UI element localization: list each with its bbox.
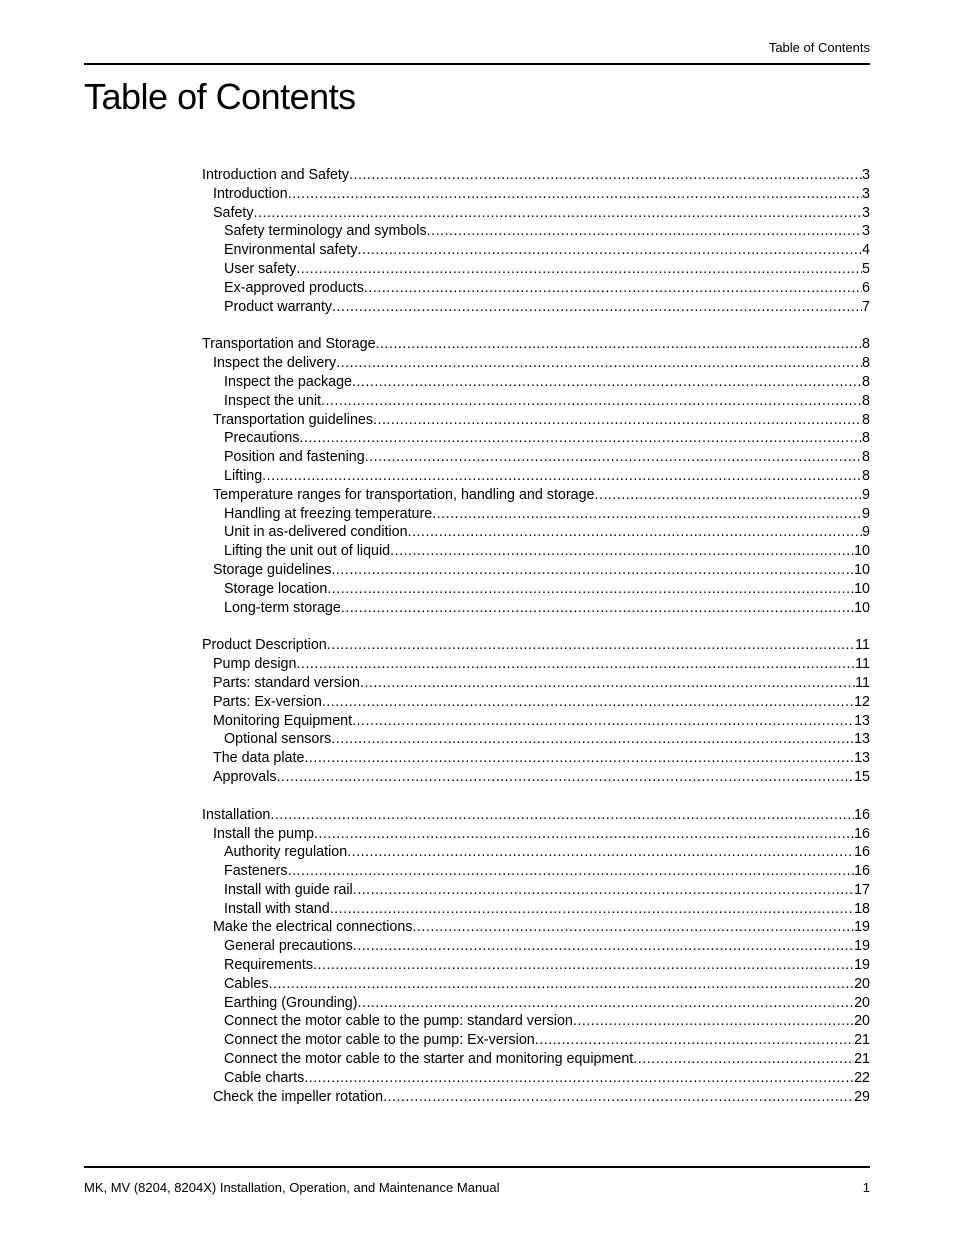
page-title: Table of Contents	[84, 76, 356, 117]
toc-entry[interactable]	[202, 542, 870, 561]
toc-entry-page: 10	[854, 561, 870, 578]
toc-entry[interactable]	[202, 712, 870, 731]
toc-entry-label: Connect the motor cable to the pump: Ex-version	[224, 1032, 535, 1049]
toc-entry-page: 8	[862, 411, 870, 428]
toc-entry[interactable]	[202, 937, 870, 956]
dot-leader	[336, 354, 862, 373]
dot-leader	[288, 185, 862, 204]
toc-entry-label: Optional sensors	[224, 731, 332, 748]
toc-entry-page: 20	[854, 975, 870, 992]
dot-leader	[349, 166, 862, 185]
toc-entry[interactable]	[202, 411, 870, 430]
toc-entry[interactable]	[202, 749, 870, 768]
toc-entry-label: Product Description	[202, 637, 327, 654]
toc-chapter-entry[interactable]	[202, 636, 870, 655]
table-of-contents	[202, 166, 870, 1125]
toc-entry-page: 16	[854, 844, 870, 861]
toc-entry[interactable]	[202, 843, 870, 862]
toc-entry-page: 19	[854, 938, 870, 955]
toc-entry-label: Parts: standard version	[213, 674, 361, 691]
toc-entry-page: 16	[854, 863, 870, 880]
toc-entry-page: 19	[854, 919, 870, 936]
toc-entry-page: 13	[854, 750, 870, 767]
toc-entry-label: Cable charts	[224, 1069, 305, 1086]
dot-leader	[358, 241, 863, 260]
toc-entry-page: 29	[854, 1088, 870, 1105]
dot-leader	[296, 260, 862, 279]
toc-entry-page: 8	[862, 430, 870, 447]
toc-entry-label: Position and fastening	[224, 449, 365, 466]
toc-entry-page: 6	[862, 279, 870, 296]
toc-entry-label: Lifting the unit out of liquid	[224, 543, 391, 560]
dot-leader	[352, 373, 862, 392]
toc-entry-label: Inspect the package	[224, 373, 352, 390]
toc-entry-label: Storage location	[224, 580, 328, 597]
toc-section	[202, 806, 870, 1107]
dot-leader	[358, 994, 855, 1013]
toc-entry-page: 16	[854, 806, 870, 823]
dot-leader	[353, 881, 854, 900]
toc-entry-label: Ex-approved products	[224, 279, 364, 296]
toc-entry[interactable]	[202, 862, 870, 881]
toc-entry[interactable]	[202, 523, 870, 542]
toc-entry-page: 9	[862, 524, 870, 541]
dot-leader	[376, 335, 863, 354]
toc-entry[interactable]	[202, 599, 870, 618]
toc-entry-page: 8	[862, 373, 870, 390]
footer-page-number: 1	[862, 1180, 870, 1195]
toc-entry-label: The data plate	[213, 750, 305, 767]
dot-leader	[373, 411, 862, 430]
toc-chapter-entry[interactable]	[202, 806, 870, 825]
toc-entry[interactable]	[202, 693, 870, 712]
toc-entry-label: Inspect the unit	[224, 392, 321, 409]
toc-entry-label: Connect the motor cable to the pump: standard version	[224, 1013, 573, 1030]
toc-entry-label: Handling at freezing temperature	[224, 505, 433, 522]
toc-entry-label: Introduction	[213, 185, 288, 202]
toc-entry-page: 19	[854, 957, 870, 974]
toc-entry-page: 8	[862, 355, 870, 372]
toc-entry-page: 8	[862, 467, 870, 484]
toc-entry-label: Check the impeller rotation	[213, 1088, 384, 1105]
toc-entry-page: 10	[854, 580, 870, 597]
toc-entry-label: Long-term storage	[224, 599, 341, 616]
toc-entry[interactable]	[202, 768, 870, 787]
dot-leader	[304, 749, 854, 768]
toc-entry-label: Install the pump	[213, 825, 314, 842]
toc-section	[202, 636, 870, 786]
toc-entry-page: 15	[854, 768, 870, 785]
toc-entry[interactable]	[202, 561, 870, 580]
toc-entry-page: 21	[854, 1032, 870, 1049]
toc-chapter-entry[interactable]	[202, 335, 870, 354]
toc-entry[interactable]	[202, 1069, 870, 1088]
toc-entry-label: Product warranty	[224, 298, 333, 315]
toc-entry-page: 11	[855, 637, 870, 654]
toc-entry[interactable]	[202, 222, 870, 241]
toc-entry-label: Unit in as-delivered condition	[224, 524, 408, 541]
toc-entry[interactable]	[202, 354, 870, 373]
toc-entry-page: 22	[854, 1069, 870, 1086]
toc-chapter-entry[interactable]	[202, 166, 870, 185]
dot-leader	[321, 392, 862, 411]
toc-entry[interactable]	[202, 956, 870, 975]
toc-entry-label: Connect the motor cable to the starter and monitoring equipment	[224, 1051, 634, 1068]
toc-entry-page: 20	[854, 994, 870, 1011]
toc-entry-page: 3	[862, 223, 870, 240]
toc-entry-label: Transportation and Storage	[202, 336, 376, 353]
toc-entry[interactable]	[202, 975, 870, 994]
toc-entry[interactable]	[202, 825, 870, 844]
dot-leader	[314, 825, 854, 844]
toc-entry[interactable]	[202, 467, 870, 486]
dot-leader	[327, 636, 855, 655]
toc-entry-page: 11	[855, 674, 870, 691]
toc-entry-label: Lifting	[224, 467, 263, 484]
dot-leader	[352, 712, 854, 731]
dot-leader	[313, 956, 854, 975]
toc-entry[interactable]	[202, 260, 870, 279]
toc-entry[interactable]	[202, 900, 870, 919]
toc-entry-page: 5	[862, 260, 870, 277]
toc-entry-label: Cables	[224, 975, 269, 992]
toc-entry[interactable]	[202, 505, 870, 524]
dot-leader	[277, 768, 855, 787]
toc-entry-label: Monitoring Equipment	[213, 712, 353, 729]
toc-entry[interactable]	[202, 730, 870, 749]
dot-leader	[633, 1050, 854, 1069]
dot-leader	[322, 693, 854, 712]
toc-entry-page: 9	[862, 505, 870, 522]
toc-entry-page: 8	[862, 392, 870, 409]
toc-section	[202, 166, 870, 316]
dot-leader	[270, 806, 854, 825]
toc-entry-page: 3	[862, 204, 870, 221]
dot-leader	[364, 279, 862, 298]
toc-entry-label: General precautions	[224, 938, 353, 955]
toc-entry-label: Environmental safety	[224, 242, 358, 259]
dot-leader	[432, 505, 862, 524]
dot-leader	[331, 730, 854, 749]
dot-leader	[262, 467, 862, 486]
toc-entry[interactable]	[202, 298, 870, 317]
dot-leader	[535, 1031, 854, 1050]
toc-entry-page: 13	[854, 731, 870, 748]
toc-entry[interactable]	[202, 580, 870, 599]
toc-entry-label: Transportation guidelines	[213, 411, 374, 428]
dot-leader	[573, 1012, 854, 1031]
dot-leader	[383, 1088, 854, 1107]
toc-entry-page: 8	[862, 336, 870, 353]
dot-leader	[288, 862, 855, 881]
toc-entry-label: Authority regulation	[224, 844, 348, 861]
toc-entry[interactable]	[202, 392, 870, 411]
toc-entry-label: Installation	[202, 806, 271, 823]
toc-entry[interactable]	[202, 1050, 870, 1069]
toc-entry-page: 11	[855, 656, 870, 673]
toc-entry-page: 9	[862, 486, 870, 503]
toc-entry[interactable]	[202, 918, 870, 937]
dot-leader	[347, 843, 854, 862]
dot-leader	[412, 918, 854, 937]
dot-leader	[304, 1069, 854, 1088]
toc-entry-label: Storage guidelines	[213, 561, 332, 578]
footer-rule	[84, 1166, 870, 1168]
running-header: Table of Contents	[768, 40, 870, 55]
toc-entry[interactable]	[202, 1088, 870, 1107]
toc-entry-page: 10	[854, 543, 870, 560]
toc-entry[interactable]	[202, 204, 870, 223]
dot-leader	[300, 429, 863, 448]
toc-entry[interactable]	[202, 994, 870, 1013]
toc-entry-label: Install with guide rail	[224, 881, 353, 898]
toc-entry-page: 7	[862, 298, 870, 315]
toc-entry-label: Safety terminology and symbols	[224, 223, 427, 240]
toc-entry[interactable]	[202, 1031, 870, 1050]
dot-leader	[296, 655, 855, 674]
toc-entry-label: Temperature ranges for transportation, handling and storage	[213, 486, 595, 503]
toc-entry[interactable]	[202, 279, 870, 298]
header-rule	[84, 63, 870, 65]
toc-entry-page: 17	[854, 881, 870, 898]
toc-entry-page: 18	[854, 900, 870, 917]
toc-entry-label: Introduction and Safety	[202, 167, 350, 183]
toc-entry[interactable]	[202, 429, 870, 448]
dot-leader	[408, 523, 862, 542]
toc-entry-page: 16	[854, 825, 870, 842]
toc-entry[interactable]	[202, 674, 870, 693]
dot-leader	[341, 599, 854, 618]
dot-leader	[327, 580, 854, 599]
toc-entry-page: 13	[854, 712, 870, 729]
toc-entry-label: Earthing (Grounding)	[224, 994, 358, 1011]
toc-entry-page: 3	[862, 185, 870, 202]
toc-entry-label: Inspect the delivery	[213, 355, 337, 372]
toc-entry[interactable]	[202, 448, 870, 467]
dot-leader	[330, 900, 854, 919]
dot-leader	[269, 975, 855, 994]
dot-leader	[254, 204, 863, 223]
toc-entry[interactable]	[202, 185, 870, 204]
dot-leader	[353, 937, 854, 956]
toc-entry-label: Make the electrical connections	[213, 919, 413, 936]
toc-entry[interactable]	[202, 486, 870, 505]
toc-section	[202, 335, 870, 617]
dot-leader	[595, 486, 863, 505]
toc-entry-page: 4	[862, 242, 870, 259]
dot-leader	[360, 674, 855, 693]
toc-entry-page: 8	[862, 449, 870, 466]
toc-entry-label: Precautions	[224, 430, 300, 447]
footer-manual-title: MK, MV (8204, 8204X) Installation, Operation, and Maintenance Manual	[84, 1180, 500, 1195]
dot-leader	[365, 448, 862, 467]
toc-entry[interactable]	[202, 881, 870, 900]
toc-entry-label: Requirements	[224, 957, 313, 974]
toc-entry-label: Parts: Ex-version	[213, 693, 322, 710]
toc-entry-label: Fasteners	[224, 863, 288, 880]
toc-entry-label: Safety	[213, 204, 254, 221]
toc-entry-page: 21	[854, 1051, 870, 1068]
toc-entry-label: Install with stand	[224, 900, 330, 917]
toc-entry-label: User safety	[224, 260, 297, 277]
toc-entry[interactable]	[202, 655, 870, 674]
dot-leader	[331, 561, 854, 580]
toc-entry-page: 10	[854, 599, 870, 616]
toc-entry-page: 3	[862, 167, 870, 183]
toc-entry[interactable]	[202, 241, 870, 260]
toc-entry-page: 20	[854, 1013, 870, 1030]
dot-leader	[332, 298, 862, 317]
dot-leader	[390, 542, 854, 561]
dot-leader	[427, 222, 862, 241]
toc-entry[interactable]	[202, 373, 870, 392]
toc-entry-label: Approvals	[213, 768, 277, 785]
toc-entry-label: Pump design	[213, 656, 297, 673]
toc-entry-page: 12	[854, 693, 870, 710]
toc-entry[interactable]	[202, 1012, 870, 1031]
